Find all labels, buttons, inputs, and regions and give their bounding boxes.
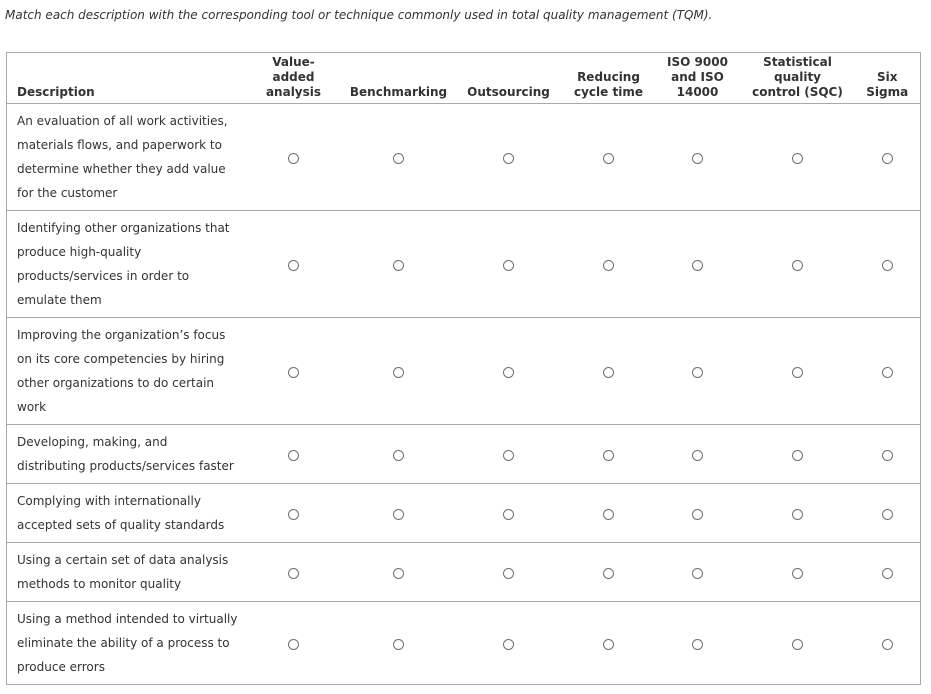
answer-cell — [455, 425, 563, 484]
column-header-sqc: Statistical quality control (SQC) — [741, 53, 855, 104]
answer-cell — [741, 211, 855, 318]
answer-cell — [563, 211, 655, 318]
answer-cell — [741, 484, 855, 543]
answer-cell — [343, 602, 455, 685]
answer-cell — [855, 318, 921, 425]
answer-cell — [741, 104, 855, 211]
radio-row-2-outsourcing[interactable] — [503, 260, 514, 271]
radio-row-1-sqc[interactable] — [792, 153, 803, 164]
radio-row-5-outsourcing[interactable] — [503, 509, 514, 520]
radio-row-7-sqc[interactable] — [792, 639, 803, 650]
answer-cell — [245, 211, 343, 318]
answer-cell — [343, 425, 455, 484]
radio-row-5-iso-9000-14000[interactable] — [692, 509, 703, 520]
row-description: Developing, making, and distributing products/services faster — [7, 425, 245, 484]
answer-cell — [655, 104, 741, 211]
matching-matrix-table — [6, 52, 921, 685]
table-row — [7, 425, 921, 484]
radio-row-5-reducing-cycle-time[interactable] — [603, 509, 614, 520]
row-description: Using a method intended to virtually eliminate the ability of a process to produce errors — [7, 602, 245, 685]
radio-row-7-iso-9000-14000[interactable] — [692, 639, 703, 650]
radio-row-4-benchmarking[interactable] — [393, 450, 404, 461]
radio-row-3-reducing-cycle-time[interactable] — [603, 367, 614, 378]
answer-cell — [741, 318, 855, 425]
answer-cell — [245, 484, 343, 543]
column-header-description: Description — [7, 53, 245, 104]
radio-row-7-reducing-cycle-time[interactable] — [603, 639, 614, 650]
radio-row-5-benchmarking[interactable] — [393, 509, 404, 520]
table-row — [7, 484, 921, 543]
answer-cell — [343, 211, 455, 318]
column-header-reducing-cycle-time: Reducing cycle time — [563, 53, 655, 104]
answer-cell — [245, 104, 343, 211]
radio-row-3-sqc[interactable] — [792, 367, 803, 378]
answer-cell — [855, 484, 921, 543]
radio-row-6-iso-9000-14000[interactable] — [692, 568, 703, 579]
answer-cell — [455, 602, 563, 685]
radio-row-3-six-sigma[interactable] — [882, 367, 893, 378]
row-description: Using a certain set of data analysis methods to monitor quality — [7, 543, 245, 602]
answer-cell — [855, 425, 921, 484]
column-header-six-sigma: Six Sigma — [855, 53, 921, 104]
answer-cell — [563, 484, 655, 543]
radio-row-4-iso-9000-14000[interactable] — [692, 450, 703, 461]
answer-cell — [655, 425, 741, 484]
table-row — [7, 211, 921, 318]
answer-cell — [655, 318, 741, 425]
answer-cell — [563, 104, 655, 211]
radio-row-1-benchmarking[interactable] — [393, 153, 404, 164]
header-row — [7, 53, 921, 104]
answer-cell — [655, 543, 741, 602]
radio-row-5-six-sigma[interactable] — [882, 509, 893, 520]
radio-row-7-benchmarking[interactable] — [393, 639, 404, 650]
answer-cell — [563, 543, 655, 602]
radio-row-7-value-added-analysis[interactable] — [288, 639, 299, 650]
radio-row-3-outsourcing[interactable] — [503, 367, 514, 378]
radio-row-1-six-sigma[interactable] — [882, 153, 893, 164]
radio-row-7-outsourcing[interactable] — [503, 639, 514, 650]
answer-cell — [455, 104, 563, 211]
answer-cell — [455, 543, 563, 602]
table-row — [7, 543, 921, 602]
radio-row-4-six-sigma[interactable] — [882, 450, 893, 461]
answer-cell — [343, 104, 455, 211]
radio-row-6-benchmarking[interactable] — [393, 568, 404, 579]
row-description: Complying with internationally accepted sets of quality standards — [7, 484, 245, 543]
column-header-benchmarking: Benchmarking — [343, 53, 455, 104]
column-header-outsourcing: Outsourcing — [455, 53, 563, 104]
radio-row-6-value-added-analysis[interactable] — [288, 568, 299, 579]
radio-row-4-value-added-analysis[interactable] — [288, 450, 299, 461]
row-description: An evaluation of all work activities, materials flows, and paperwork to determine whether they add value for the customer — [7, 104, 245, 211]
answer-cell — [455, 318, 563, 425]
radio-row-4-outsourcing[interactable] — [503, 450, 514, 461]
radio-row-2-sqc[interactable] — [792, 260, 803, 271]
answer-cell — [563, 425, 655, 484]
answer-cell — [741, 543, 855, 602]
radio-row-3-value-added-analysis[interactable] — [288, 367, 299, 378]
radio-row-2-six-sigma[interactable] — [882, 260, 893, 271]
answer-cell — [343, 318, 455, 425]
matrix-header — [7, 53, 921, 104]
radio-row-6-outsourcing[interactable] — [503, 568, 514, 579]
answer-cell — [563, 602, 655, 685]
radio-row-6-six-sigma[interactable] — [882, 568, 893, 579]
answer-cell — [245, 318, 343, 425]
answer-cell — [563, 318, 655, 425]
radio-row-1-value-added-analysis[interactable] — [288, 153, 299, 164]
radio-row-1-reducing-cycle-time[interactable] — [603, 153, 614, 164]
row-description: Identifying other organizations that produce high-quality products/services in order to emulate them — [7, 211, 245, 318]
column-header-value-added-analysis: Value- added analysis — [245, 53, 343, 104]
table-row — [7, 104, 921, 211]
row-description: Improving the organization’s focus on its core competencies by hiring other organizations to do certain work — [7, 318, 245, 425]
instructions-text: Match each description with the corresponding tool or technique commonly used in total quality management (TQM). — [5, 8, 713, 22]
radio-row-3-benchmarking[interactable] — [393, 367, 404, 378]
radio-row-5-value-added-analysis[interactable] — [288, 509, 299, 520]
matrix-body — [7, 104, 921, 685]
answer-cell — [455, 211, 563, 318]
radio-row-4-reducing-cycle-time[interactable] — [603, 450, 614, 461]
radio-row-4-sqc[interactable] — [792, 450, 803, 461]
radio-row-2-value-added-analysis[interactable] — [288, 260, 299, 271]
radio-row-7-six-sigma[interactable] — [882, 639, 893, 650]
answer-cell — [855, 602, 921, 685]
radio-row-6-sqc[interactable] — [792, 568, 803, 579]
answer-cell — [655, 602, 741, 685]
answer-cell — [245, 543, 343, 602]
radio-row-2-iso-9000-14000[interactable] — [692, 260, 703, 271]
column-header-iso-9000-14000: ISO 9000 and ISO 14000 — [655, 53, 741, 104]
radio-row-6-reducing-cycle-time[interactable] — [603, 568, 614, 579]
radio-row-1-iso-9000-14000[interactable] — [692, 153, 703, 164]
answer-cell — [655, 484, 741, 543]
answer-cell — [741, 602, 855, 685]
answer-cell — [245, 425, 343, 484]
answer-cell — [655, 211, 741, 318]
radio-row-1-outsourcing[interactable] — [503, 153, 514, 164]
radio-row-2-benchmarking[interactable] — [393, 260, 404, 271]
answer-cell — [855, 211, 921, 318]
table-row — [7, 602, 921, 685]
radio-row-3-iso-9000-14000[interactable] — [692, 367, 703, 378]
answer-cell — [741, 425, 855, 484]
answer-cell — [343, 484, 455, 543]
answer-cell — [855, 543, 921, 602]
radio-row-5-sqc[interactable] — [792, 509, 803, 520]
answer-cell — [245, 602, 343, 685]
answer-cell — [343, 543, 455, 602]
table-row — [7, 318, 921, 425]
radio-row-2-reducing-cycle-time[interactable] — [603, 260, 614, 271]
answer-cell — [455, 484, 563, 543]
answer-cell — [855, 104, 921, 211]
